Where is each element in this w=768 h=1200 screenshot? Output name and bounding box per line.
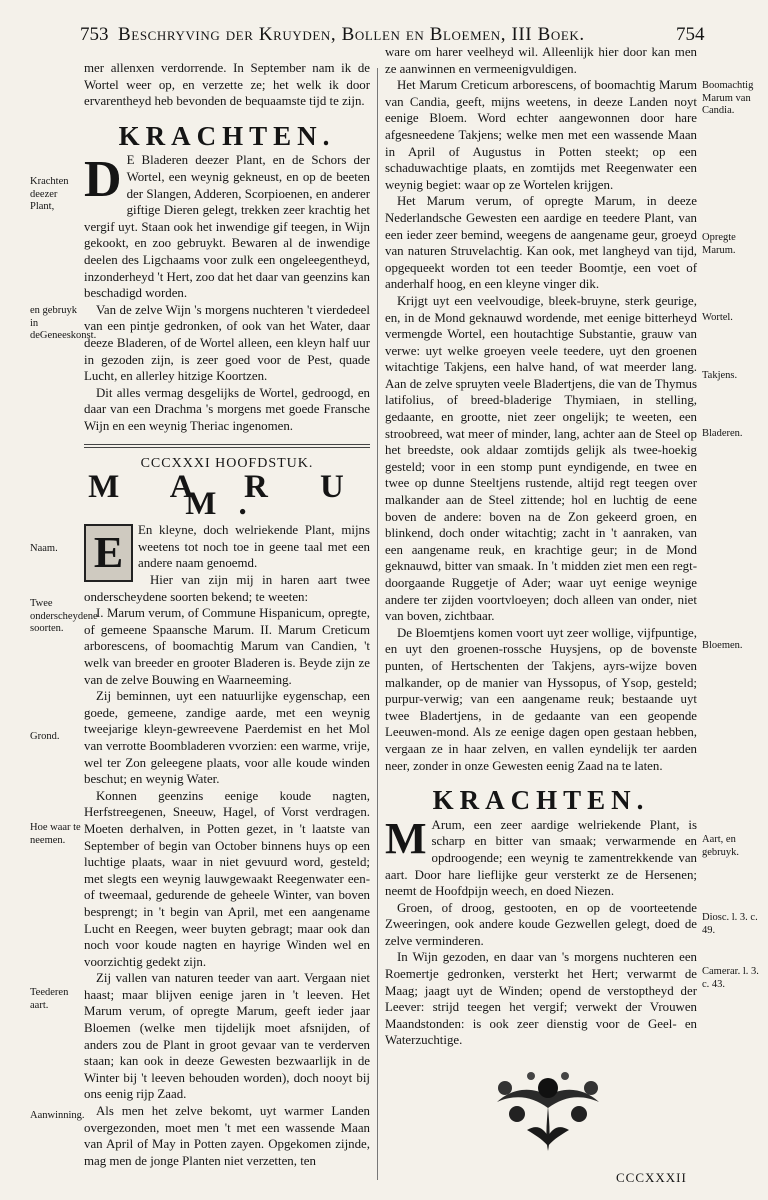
right-column (385, 44, 697, 1049)
right-krachten-p2: Groen, of droog, gestooten, en op de voorteetende Zweeringen, ook andere koude Gezwellen gelegt, doed de zelve verminderen. (385, 900, 697, 948)
margin-note-opregte: Opregte Marum. (702, 232, 736, 256)
right-opening-paragraph: ware om harer veelheyd wil. Alleenlijk hier door kan men ze aanwinnen en vermeenigvuldigen. (385, 45, 697, 76)
margin-note-bladeren: Bladeren. (702, 428, 743, 439)
dropcap-d: D (84, 151, 122, 209)
margin-note-diosc: Diosc. l. 3. c. 49. (702, 912, 758, 936)
margin-note-bloemen: Bloemen. (702, 640, 743, 651)
boomachtig-paragraph: Het Marum Creticum arborescens, of boomachtig Marum van Candia, geeft, mijns weetens, in deeze Landen noyt eenige Bloem. Word echter aangewonnen door hare afgesneedene Takjens; welke men met een wassende Maan in April of Augustus in Potten steekt; op een schaduwachtige plaats, en zomtijds met Reegenwater een weynig begiet: waar op ze Wortelen krijgen. (385, 78, 697, 192)
aanwinning-paragraph: Als men het zelve bekomt, uyt warmer Landen overgezonden, moet men 't met een wassende Maan van April of May in Potten zayen. Opgekomen zijnde, mag men de jonge Planten niet verzetten, ten (84, 1104, 370, 1168)
opregte-paragraph: Het Marum verum, of opregte Marum, in deeze Nederlandsche Gewesten een aardige en teedere Plant, van een ieder zeer bemind, weegens de aangename geur, groeyd van naturen Struvelachtig. Kan ook, met langheyd van tijd, opgequeekt worden tot een teeder Boomtje, een voet of anderhalf hoog, en een kleyne vinger dik. (385, 194, 697, 292)
dropcap-e: E (84, 524, 133, 582)
margin-note-twee: Twee onderscheydene soorten. (30, 598, 98, 634)
margin-note-boomachtig: Boomachtig Marum van Candia. (702, 80, 754, 116)
right-krachten-p3: In Wijn gezoden, en daar van 's morgens nuchteren een Roemertje gedronken, versterkt het Hert; verwarmt de Maag; jaagt uyt de Winden; opend de verstoptheyd der Leever: strijd teegen het vergif; verwekt der Vrouwen Maandstonden: is ook zeer dienstig voor de Geel- en Waterzuchtige. (385, 950, 697, 1048)
left-krachten-p2: Van de zelve Wijn 's morgens nuchteren 't vierdedeel van een pintje gedronken, of ook van het Water, daar deeze Bladeren, of de Wortel alleen, een kleyn half uur in gezoden zijn, is zeer goed voor de Pest, quade Lucht, en allerley hitzige Koortzen. (84, 302, 370, 384)
margin-note-naam: Naam. (30, 543, 58, 554)
catchword: CCCXXXII (616, 1170, 687, 1185)
left-page-number: 753 (80, 24, 109, 45)
right-krachten-p1 (385, 813, 697, 900)
column-divider (377, 68, 378, 1180)
margin-note-aanwinning: Aanwinning. (30, 1110, 85, 1121)
right-krachten-p1-text: Arum, een zeer aardige welriekende Plant, is scharp en bitter van smaak; verwarmende en opdroogende; een weynig te zamentrekkende van aart. Door hare lieflijke geur versterkt ze de Hersenen; neemt de Hoofdpijn weech, en doed Niezen. (385, 817, 697, 899)
margin-note-takjens: Takjens. (702, 370, 738, 381)
naam-text: En kleyne, doch welriekende Plant, mijns weetens tot noch toe in geene taal met een andere naam genoemd. (138, 523, 370, 571)
margin-note-grond: Grond. (30, 731, 60, 742)
grond-paragraph: Zij beminnen, uyt een natuurlijke eygenschap, een goede, gemeene, zandige aarde, met een weynig tweejarige kleyn-gewreevene Paerdemist en het Mol van verrotte Boombladeren vvorzien: een warme, vrije, wel ter Zon geleegene plaats, voor alle koude winden beschut; en weynig Water. (84, 689, 370, 787)
right-krachten-heading: KRACHTEN. (432, 785, 650, 816)
margin-note-krachten: Krachten deezer Plant, (30, 176, 69, 212)
margin-note-camerar: Camerar. l. 3. c. 43. (702, 966, 759, 990)
chapter-number: CCCXXXI HOOFDSTUK. (140, 456, 314, 472)
twee-paragraph: Hier van zijn mij in haren aart twee onderscheydene soorten bekend; te weeten: (84, 573, 370, 604)
running-title: Beschryving der Kruyden, Bollen en Bloemen, III Boek. (118, 24, 585, 45)
dropcap-m: M (385, 813, 427, 863)
margin-note-wortel: Wortel. (702, 312, 733, 323)
margin-note-teederen: Teederen aart. (30, 987, 69, 1011)
naam-paragraph (84, 522, 370, 578)
left-krachten-p1-text: E Bladeren deezer Plant, en de Schors der Wortel, een weynig gekneust, en op de beeten der Slangen, Adderen, Scorpioenen, en anderer giftige Dieren gelegt, trekken zeer krachtig het vergif uyt. Staan ook het inwendige gif teegen, in Wijn gekookt, en zoo gebruykt. Bewaren al de inwendige deelen des Ligchaams voor zulk een ongeleegentheyd, inzonderheyd 't Hert, zoo dat het daar van geenzins kan beschadigd worden. (84, 153, 370, 301)
left-column (84, 60, 370, 1169)
teederen-paragraph: Zij vallen van naturen teeder van aart. Vergaan niet haast; maar blijven eenige jaren in 't leeven. Het Marum verum, of opregte Marum, geeft ieder jaar Bloemen (welke men tijdelijk moet afsnijden, of anders zou de Plant in groot gevaar van te verderven staan; kan ook in deeze Gewesten bezwaarlijk in de Winter bij 't leeven behouden worden), doch nooyt bij ons eenig rijp Zaad. (84, 971, 370, 1102)
chapter-rule (84, 444, 370, 448)
chapter-title: M A R U M. (88, 469, 366, 522)
hoe-paragraph: Konnen geenzins eenige koude nagten, Herfstreegenen, Sneeuw, Hagel, of Vorst verdragen. Moeten derhalven, in Potten gezet, in 't laatste van September of begin van October binnens huys op een luchtige plaats, waar in niet gevuurd word, gesteld; met slegts een weynig lauwgewaakt Reegenwater een- of tweemaal, gedurende de geheele Winter, van boven besprengt; in 't begin van April, met een aangename Lucht en Reegen, weer buyten gebragt; maar ook dan noch voor koude nagten en hayrige Winden wel en voorzichtig gedekt zijn. (84, 788, 370, 969)
left-krachten-heading: KRACHTEN. (118, 120, 336, 151)
left-krachten-p3: Dit alles vermag desgelijks de Wortel, gedroogd, en daar van een Drachma 's morgens met goede Fransche Wijn en een weynig Theriac ingenomen. (84, 385, 370, 433)
soorten-paragraph: I. Marum verum, of Commune Hispanicum, opregte, of gemeene Spaansche Marum. II. Marum Creticum arborescens, of boomachtig Marum van Candien, 't welk van breeder en grooter Bladeren is. Beyde zijn ze van de zelve Bouwing en Waarneeming. (84, 606, 370, 687)
left-krachten-p1 (84, 152, 370, 301)
left-opening-paragraph: mer allenxen verdorrende. In September nam ik de Wortel weer op, en verzette ze; het welk ik door ervarentheyd heb bevonden de bequaamste tijd te zijn. (84, 61, 370, 109)
margin-note-aart: Aart, en gebruyk. (702, 834, 740, 858)
margin-note-hoe: Hoe waar te neemen. (30, 822, 81, 846)
right-page-number: 754 (676, 24, 705, 45)
floral-ornament-icon (487, 1066, 609, 1156)
bloem-paragraph: De Bloemtjens komen voort uyt zeer wollige, vijfpuntige, en uyt den groenen-rossche Huysjens, op de bovenste punten, of Hertschenten der Takjens, ayrs-wijze boven malkander, op de manier van Hyssopus, of Ysop, gesteld; purpur-verwig; van een aangename reuk; bestaande uyt twee Bladertjens, in de gedaante van een geopende Leeuwen-mond. Als ze eenige dagen open gestaan hebben, vergaan ze in haar zelven, en vallen eyndelijk ter aarden neer, zonder in onze Gewesten eenig Zaad na te laten. (385, 625, 697, 773)
wortel-paragraph: Krijgt uyt een veelvoudige, bleek-bruyne, sterk geurige, en, in de Mond geknauwd wordende, met eenige bitterheyd vermengde Wortel, een houtachtige Substantie, grauw van verwe: uyt welke groeyen veele teedere, uyt den groenen witachtige Takjens, een halve hand, of wat meerder lang. Aan de zelve spruyten veele Bladertjens, die van de Thymus latifolius, of breed-bladerige Thymiaen, in stelling, gedaante, en grootte, niet zeer ongelijk; te weeten, een stroobreed, wat meer of minder, lang, achter aan de Steel op het breedste, ook aldaar zomtijds gelijk als twee-hoekig gesteld; voor in een stomp punt eyndigende, en twee en twee op dunne Steeltjens rustende, altijd regt teegen over malkander aan de Steel zittende; hol en luchtig de eene boven de andere: boven na de Zon gekeerd groen, en blinkend, doch onder witachtig; zacht in 't aanraken, van een aangename reuk, en krachtige geur; in de Mond geknauwd, bitter van smaak. In 't midden ziet men een regt-doorgaande Ruggetje of Ader; waar uyt eenige weynige andere ter zijden voortvloeyen; doch alleen van onder, niet van boven, zichtbaar. (385, 293, 697, 624)
margin-note-gebruyk: en gebruyk in deGeneeskonst. (30, 305, 97, 341)
